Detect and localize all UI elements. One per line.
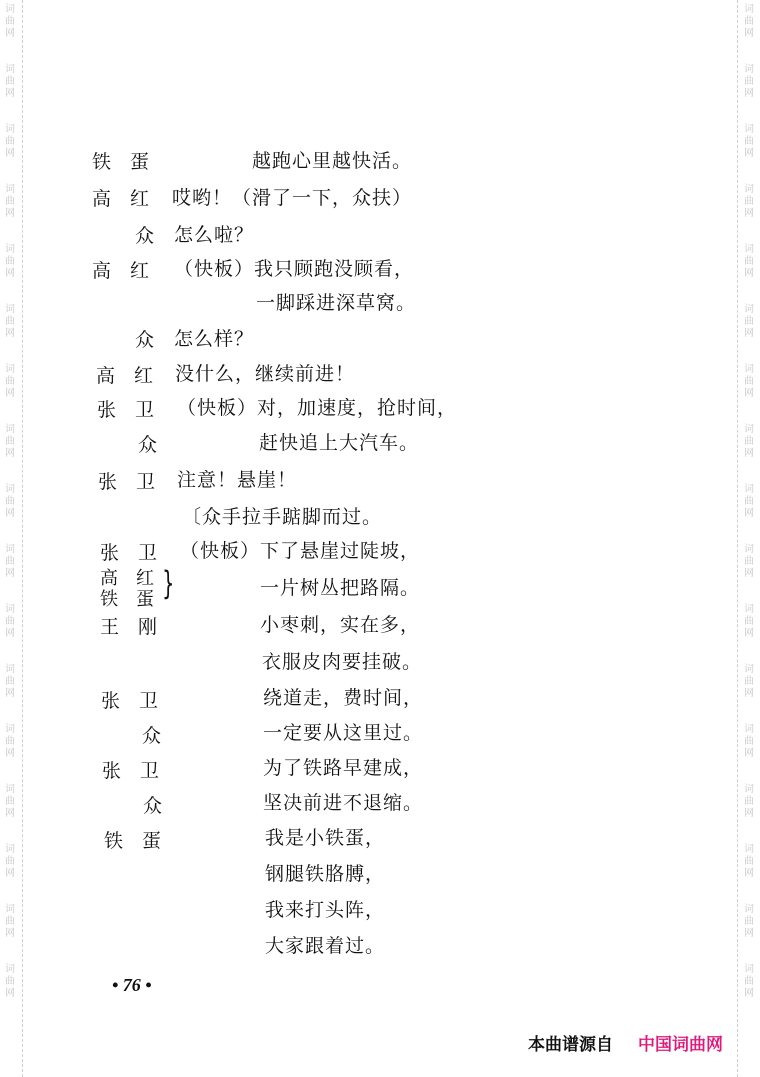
dialogue-line: 大家跟着过。 xyxy=(265,935,386,957)
watermark-char: 词 xyxy=(5,724,15,735)
watermark-char: 网 xyxy=(5,388,15,399)
dialogue-line: 怎么啦？ xyxy=(174,224,255,246)
watermark-char: 词 xyxy=(744,964,754,975)
speaker-zhangwei: 张 卫 xyxy=(100,542,158,564)
watermark-char: 词 xyxy=(5,964,15,975)
watermark-char: 网 xyxy=(744,148,754,159)
dialogue-line: （快板）对，加速度，抢时间， xyxy=(177,397,458,419)
watermark-char: 曲 xyxy=(5,856,15,867)
watermark-char: 曲 xyxy=(744,796,754,807)
watermark-char: 曲 xyxy=(5,676,15,687)
watermark-char: 网 xyxy=(744,988,754,999)
watermark-char: 曲 xyxy=(744,16,754,27)
watermark-char: 网 xyxy=(744,328,754,339)
watermark-char: 词 xyxy=(5,844,15,855)
watermark-char: 网 xyxy=(5,988,15,999)
watermark-char: 曲 xyxy=(5,136,15,147)
watermark-char: 网 xyxy=(5,28,15,39)
dialogue-line: 一片树丛把路隔。 xyxy=(260,577,421,599)
dialogue-line: 哎哟！（滑了一下，众扶） xyxy=(172,187,413,209)
watermark-char: 网 xyxy=(744,808,754,819)
watermark-char: 曲 xyxy=(744,136,754,147)
watermark-char: 曲 xyxy=(744,856,754,867)
watermark-char: 曲 xyxy=(744,616,754,627)
dialogue-line: 为了铁路早建成， xyxy=(263,757,424,779)
watermark-char: 词 xyxy=(5,904,15,915)
page-number: • 76 • xyxy=(112,975,152,995)
watermark-char: 曲 xyxy=(5,796,15,807)
watermark-char: 网 xyxy=(744,28,754,39)
watermark-char: 网 xyxy=(744,868,754,879)
watermark-char: 词 xyxy=(5,424,15,435)
source-credit-prefix: 本曲谱源自 xyxy=(528,1035,613,1055)
speaker-tiedan: 铁 蛋 xyxy=(104,830,162,852)
watermark-char: 词 xyxy=(5,604,15,615)
speaker-zhong: 众 xyxy=(135,329,155,351)
watermark-char: 曲 xyxy=(5,316,15,327)
watermark-char: 曲 xyxy=(744,76,754,87)
watermark-char: 词 xyxy=(744,64,754,75)
watermark-char: 网 xyxy=(5,328,15,339)
dialogue-line: 绕道走，费时间， xyxy=(263,687,424,709)
watermark-char: 网 xyxy=(744,748,754,759)
watermark-char: 网 xyxy=(744,508,754,519)
watermark-char: 曲 xyxy=(744,556,754,567)
watermark-char: 网 xyxy=(744,568,754,579)
watermark-char: 曲 xyxy=(5,76,15,87)
watermark-char: 网 xyxy=(5,508,15,519)
watermark-char: 词 xyxy=(5,544,15,555)
dialogue-line: 怎么样？ xyxy=(174,328,255,350)
watermark-char: 网 xyxy=(5,868,15,879)
watermark-char: 词 xyxy=(744,904,754,915)
dialogue-line: 越跑心里越快活。 xyxy=(252,150,413,172)
watermark-char: 曲 xyxy=(5,496,15,507)
watermark-char: 词 xyxy=(5,4,15,15)
speaker-zhangwei: 张 卫 xyxy=(98,471,156,493)
watermark-char: 曲 xyxy=(5,736,15,747)
watermark-char: 曲 xyxy=(744,736,754,747)
dialogue-line: 我来打头阵， xyxy=(265,899,386,921)
watermark-char: 网 xyxy=(744,268,754,279)
dialogue-line: 坚决前进不退缩。 xyxy=(263,792,424,814)
dialogue-line: （快板）下了悬崖过陡坡， xyxy=(180,540,421,562)
dialogue-line: 我是小铁蛋， xyxy=(265,827,386,849)
watermark-char: 网 xyxy=(5,808,15,819)
watermark-char: 网 xyxy=(5,688,15,699)
watermark-char: 词 xyxy=(5,484,15,495)
speaker-brace: } xyxy=(162,564,175,602)
speaker-zhong: 众 xyxy=(142,725,162,747)
watermark-char: 词 xyxy=(744,844,754,855)
dialogue-line: 一定要从这里过。 xyxy=(263,722,424,744)
speaker-gaohong: 高 红 xyxy=(92,260,150,282)
speaker-gaohong: 高 红 xyxy=(92,188,150,210)
speaker-gaohong: 高 红 xyxy=(100,568,154,589)
dialogue-line: 衣服皮肉要挂破。 xyxy=(262,651,423,673)
watermark-char: 曲 xyxy=(744,496,754,507)
right-margin-line xyxy=(737,0,738,1077)
speaker-gaohong: 高 红 xyxy=(96,365,154,387)
speaker-zhong: 众 xyxy=(143,795,163,817)
watermark-char: 曲 xyxy=(744,976,754,987)
watermark-char: 网 xyxy=(5,148,15,159)
watermark-char: 词 xyxy=(744,304,754,315)
watermark-char: 网 xyxy=(744,448,754,459)
watermark-char: 网 xyxy=(5,88,15,99)
watermark-char: 网 xyxy=(5,568,15,579)
speaker-tiedan: 铁 蛋 xyxy=(92,151,150,173)
watermark-char: 词 xyxy=(744,124,754,135)
watermark-char: 词 xyxy=(744,544,754,555)
speaker-wanggang: 王 刚 xyxy=(100,616,158,638)
watermark-char: 词 xyxy=(5,664,15,675)
watermark-char: 词 xyxy=(744,4,754,15)
watermark-char: 网 xyxy=(744,688,754,699)
watermark-char: 词 xyxy=(5,184,15,195)
dialogue-line: 没什么，继续前进！ xyxy=(175,363,356,385)
speaker-tiedan: 铁 蛋 xyxy=(100,589,154,610)
watermark-char: 词 xyxy=(744,784,754,795)
speaker-zhangwei: 张 卫 xyxy=(97,399,155,421)
watermark-char: 曲 xyxy=(5,376,15,387)
watermark-char: 词 xyxy=(744,664,754,675)
watermark-char: 曲 xyxy=(5,976,15,987)
watermark-char: 网 xyxy=(5,448,15,459)
watermark-char: 曲 xyxy=(744,376,754,387)
watermark-char: 网 xyxy=(5,268,15,279)
watermark-char: 词 xyxy=(5,64,15,75)
dialogue-line: 钢腿铁胳膊， xyxy=(265,863,386,885)
watermark-char: 网 xyxy=(744,208,754,219)
left-margin-line xyxy=(22,0,23,1077)
speaker-zhangwei: 张 卫 xyxy=(101,690,159,712)
watermark-char: 曲 xyxy=(5,436,15,447)
watermark-char: 词 xyxy=(744,244,754,255)
watermark-char: 词 xyxy=(744,424,754,435)
watermark-char: 曲 xyxy=(5,616,15,627)
source-credit-site-link[interactable]: 中国词曲网 xyxy=(638,1035,723,1055)
watermark-char: 曲 xyxy=(744,196,754,207)
watermark-char: 曲 xyxy=(5,16,15,27)
speaker-zhong: 众 xyxy=(138,434,158,456)
watermark-char: 词 xyxy=(5,244,15,255)
watermark-char: 词 xyxy=(744,364,754,375)
speaker-zhong: 众 xyxy=(135,225,155,247)
watermark-char: 词 xyxy=(5,364,15,375)
watermark-char: 曲 xyxy=(5,256,15,267)
watermark-char: 词 xyxy=(744,184,754,195)
watermark-char: 曲 xyxy=(744,916,754,927)
watermark-char: 网 xyxy=(744,928,754,939)
watermark-char: 曲 xyxy=(5,196,15,207)
watermark-char: 曲 xyxy=(744,676,754,687)
watermark-char: 词 xyxy=(5,784,15,795)
watermark-char: 曲 xyxy=(5,556,15,567)
watermark-char: 词 xyxy=(5,124,15,135)
watermark-char: 网 xyxy=(744,628,754,639)
dialogue-line: （快板）我只顾跑没顾看， xyxy=(174,258,415,280)
watermark-char: 网 xyxy=(5,748,15,759)
watermark-char: 曲 xyxy=(744,316,754,327)
speaker-zhangwei: 张 卫 xyxy=(102,760,160,782)
watermark-char: 词 xyxy=(744,724,754,735)
watermark-char: 曲 xyxy=(744,436,754,447)
dialogue-line: 小枣刺，实在多， xyxy=(260,614,421,636)
watermark-char: 网 xyxy=(5,928,15,939)
dialogue-line: 一脚踩进深草窝。 xyxy=(256,292,417,314)
dialogue-line: 赶快追上大汽车。 xyxy=(259,432,420,454)
watermark-char: 词 xyxy=(744,484,754,495)
watermark-char: 曲 xyxy=(5,916,15,927)
watermark-char: 词 xyxy=(744,604,754,615)
stage-direction: 〔众手拉手踮脚而过。 xyxy=(182,506,383,528)
watermark-char: 网 xyxy=(744,388,754,399)
watermark-char: 网 xyxy=(744,88,754,99)
watermark-char: 网 xyxy=(5,208,15,219)
watermark-char: 词 xyxy=(5,304,15,315)
dialogue-line: 注意！悬崖！ xyxy=(177,469,298,491)
watermark-char: 曲 xyxy=(744,256,754,267)
watermark-char: 网 xyxy=(5,628,15,639)
